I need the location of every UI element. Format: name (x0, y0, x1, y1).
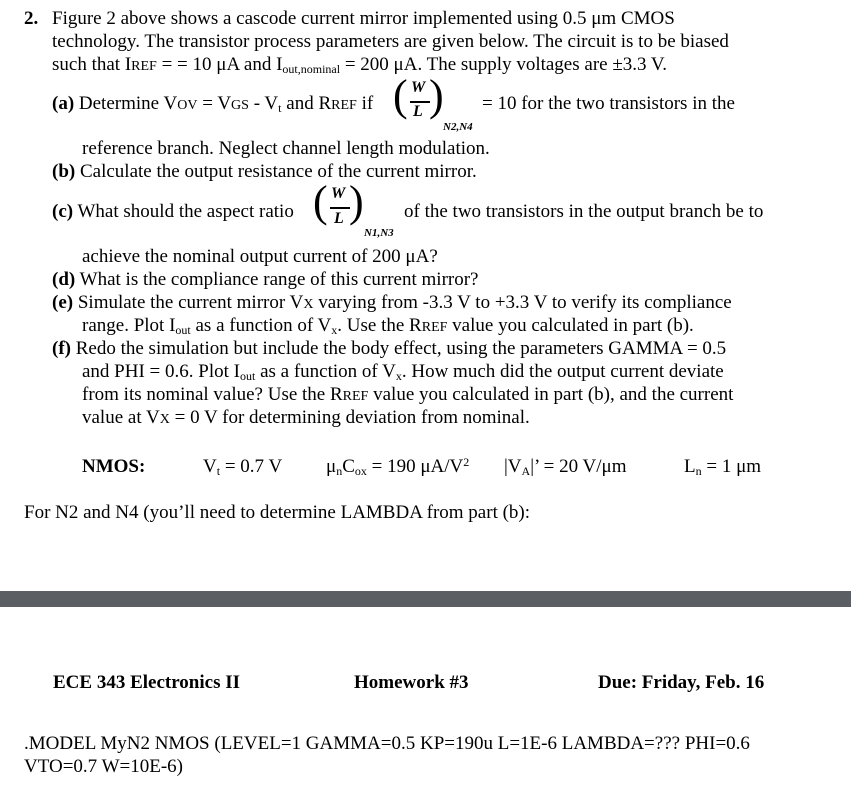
part-c-line-1-tail: of the two transistors in the output branch be to (404, 201, 764, 222)
spice-model-line-1: .MODEL MyN2 NMOS (LEVEL=1 GAMMA=0.5 KP=190u L=1E-6 LAMBDA=??? PHI=0.6 (24, 733, 750, 754)
part-f-line-2: and PHI = 0.6. Plot $I_{out}$ as a function of $V_x$. How much did the output current deviate (82, 361, 724, 383)
part-c-line-2: achieve the nominal output current of 200 μA? (82, 246, 438, 267)
frac-w: W (331, 185, 346, 202)
nmos-label: NMOS: (82, 456, 146, 477)
course-title: ECE 343 Electronics II (53, 672, 241, 693)
part-f-line-3: from its nominal value? Use the RREF value you calculated in part (b), and the current (82, 384, 734, 405)
page-break-divider (0, 591, 851, 607)
part-f-line-1: (f) Redo the simulation but include the body effect, using the parameters GAMMA = 0.5 (52, 338, 727, 359)
frac-l: L (413, 103, 423, 120)
frac-l: L (334, 210, 344, 227)
intro-line-3: such that IREF = = 10 μA and $I_{out,nominal} = 200$ μA. The supply voltages are ±3.3 V. (52, 54, 667, 76)
part-a-line-2: reference branch. Neglect channel length modulation. (82, 138, 490, 159)
lambda-note: For N2 and N4 (you’ll need to determine LAMBDA from part (b): (24, 502, 531, 523)
intro-line-1: Figure 2 above shows a cascode current mirror implemented using 0.5 μm CMOS (52, 8, 675, 29)
frac-sub: N2,N4 (443, 121, 473, 133)
spice-model-line-2: VTO=0.7 W=10E-6) (24, 756, 183, 777)
param-kp: $\mu_nC_{ox} = 190$ $\mu A/V^2$ (326, 455, 470, 478)
param-va: $|V_A|$’ = 20 V/μm (504, 456, 627, 478)
param-vt: $V_t = 0.7$ V (203, 456, 283, 478)
part-e-line-2: range. Plot $I_{out}$ as a function of $V_x$. Use the RREF value you calculated in part (b). (82, 315, 694, 337)
param-ln: $L_n = 1$ μm (684, 456, 762, 478)
part-a-line-1: (a) Determine VOV = VGS - $V_t$ and RREF if (52, 93, 374, 115)
part-d: (d) What is the compliance range of this current mirror? (52, 269, 479, 290)
part-b: (b) Calculate the output resistance of the current mirror. (52, 161, 477, 182)
part-a-line-1-tail: = 10 for the two transistors in the (482, 93, 735, 114)
frac-w: W (411, 79, 426, 96)
intro-line-2: technology. The transistor process parameters are given below. The circuit is to be biased (52, 31, 729, 52)
part-c-line-1: (c) What should the aspect ratio (52, 201, 294, 222)
due-date: Due: Friday, Feb. 16 (598, 672, 765, 693)
part-e-line-1: (e) Simulate the current mirror VX varying from -3.3 V to +3.3 V to verify its compliance (52, 292, 732, 313)
problem-number: 2. (24, 8, 39, 29)
frac-sub: N1,N3 (364, 227, 394, 239)
homework-title: Homework #3 (354, 672, 469, 693)
part-f-line-4: value at VX = 0 V for determining deviation from nominal. (82, 407, 530, 428)
